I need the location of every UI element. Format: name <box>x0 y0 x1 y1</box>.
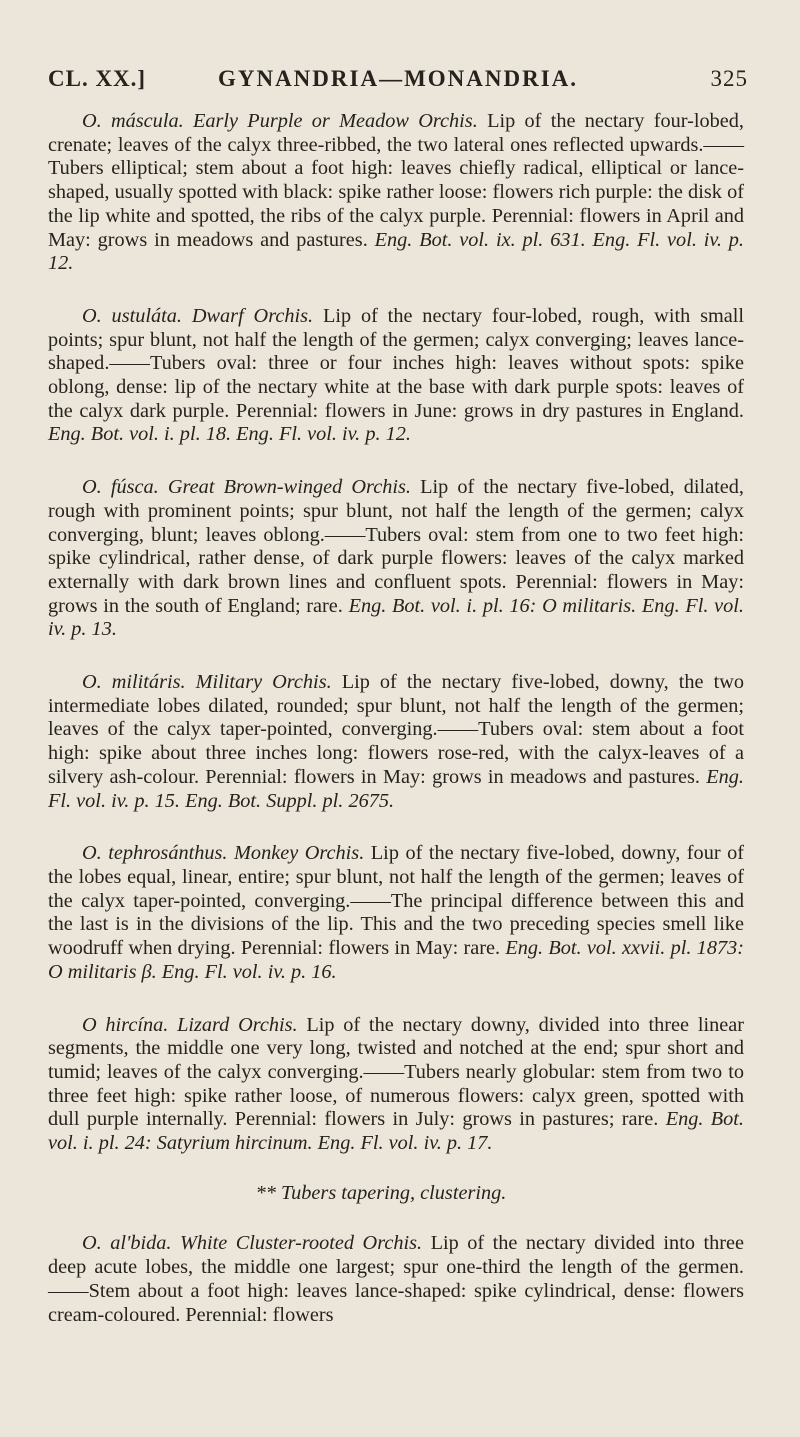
description: Lip of the nectary divided into three deep acute lobes, the middle one largest; spur one-third the length of the germen.——Stem about a foot high: leaves lance-shaped: spike cylindrical, dense: flowers cream-coloured. Perennial: flowers <box>48 1232 744 1326</box>
scientific-name: O. fúsca. <box>82 476 159 499</box>
english-name: Lizard Orchis. <box>177 1013 298 1036</box>
description: Lip of the nectary five-lobed, downy, the two intermediate lobes dilated, rounded; spur blunt, not half the length of the germen; leaves of the calyx taper-pointed, converging.——Tubers oval: stem about a foot high: spike about three inches long: flowers rose-red, with the calyx-leaves of a silvery ash-colour. Perennial: flowers in May: grows in meadows and pastures. <box>48 671 745 788</box>
reference: Eng. Bot. vol. i. pl. 18. <box>48 423 232 446</box>
reference: Eng. Fl. vol. iv. p. 12. <box>48 228 744 275</box>
english-name: Monkey Orchis. <box>234 842 365 865</box>
english-name: Great Brown-winged Orchis. <box>167 476 411 499</box>
reference: Eng. Fl. vol. iv. p. 16. <box>161 960 337 983</box>
scientific-name: O. máscula. <box>82 110 184 132</box>
english-name: Military Orchis. <box>195 671 332 694</box>
synonym: O militaris. <box>542 594 637 617</box>
scientific-name: O. tephrosánthus. <box>82 842 228 865</box>
reference: Eng. Fl. vol. iv. p. 15. <box>48 765 744 812</box>
species-entry-hircina <box>48 1014 744 1156</box>
synonym: O militaris β. <box>48 960 157 983</box>
reference: Eng. Bot. Suppl. pl. 2675. <box>185 789 395 812</box>
running-title: GYNANDRIA—MONANDRIA. <box>217 66 579 91</box>
body-text <box>48 110 744 1356</box>
scientific-name: O. ustuláta. <box>82 304 182 327</box>
species-entry-militaris <box>48 671 744 813</box>
description: Lip of the nectary four-lobed, crenate; leaves of the calyx three-ribbed, the two lateral ones reflected upwards.——Tubers elliptical; stem about a foot high: leaves chiefly radical, elliptical or lance-shaped, usually spotted with black: spike rather loose: flowers rich purple: the disk of the lip white and spotted, the ribs of the calyx purple. Perennial: flowers in April and May: grows in meadows and pastures. <box>48 110 744 251</box>
description: Lip of the nectary five-lobed, dilated, rough with prominent points; spur blunt, not half the length of the germen; calyx converging, blunt; leaves oblong.——Tubers oval: stem from one to two feet high: spike cylindrical, rather dense, of dark purple flowers: leaves of the calyx marked externally with dark brown lines and confluent spots. Perennial: flowers in May: grows in the south of England; rare. <box>48 476 744 617</box>
reference: Eng. Fl. vol. iv. p. 17. <box>317 1132 493 1155</box>
reference: Eng. Bot. vol. i. pl. 16: <box>348 594 537 617</box>
description: Lip of the nectary five-lobed, downy, four of the lobes equal, linear, entire; spur blunt, not half the length of the germen; leaves of the calyx taper-pointed, converging.——The principal difference between this and the last is in the divisions of the lip. This and the two preceding species smell like woodruff when drying. Perennial: flowers in May: rare. <box>48 842 745 960</box>
english-name: Early Purple or Meadow Orchis. <box>192 110 478 132</box>
species-entry-tephrosanthus <box>48 842 744 984</box>
species-entry-albida <box>48 1232 744 1327</box>
description: Lip of the nectary downy, divided into three linear segments, the middle one very long, twisted and notched at the end; spur short and tumid; leaves of the calyx converging.——Tubers nearly globular: stem from two to three feet high: spike rather loose, of numerous flowers: calyx green, spotted with dull purple internally. Perennial: flowers in July: grows in pastures; rare. <box>48 1013 744 1131</box>
reference: Eng. Fl. vol. iv. p. 12. <box>236 423 411 446</box>
species-entry-fusca <box>48 476 744 642</box>
synonym: Satyrium hircinum. <box>156 1132 313 1155</box>
scientific-name: O. al'bida. <box>82 1232 172 1255</box>
scientific-name: O hircína. <box>82 1013 169 1036</box>
reference: Eng. Fl. vol. iv. p. 13. <box>48 594 744 641</box>
english-name: White Cluster-rooted Orchis. <box>179 1232 423 1255</box>
scientific-name: O. militáris. <box>82 671 186 694</box>
chapter-reference: CL. XX.] <box>48 66 147 91</box>
species-entry-mascula <box>48 110 744 276</box>
english-name: Dwarf Orchis. <box>191 304 314 327</box>
reference: Eng. Bot. vol. i. pl. 24: <box>48 1108 744 1155</box>
running-head <box>48 66 748 98</box>
reference: Eng. Bot. vol. xxvii. pl. 1873: <box>505 937 744 960</box>
description: Lip of the nectary four-lobed, rough, with small points; spur blunt, not half the length of the germen; calyx converging; leaves lance-shaped.——Tubers oval: three or four inches high: leaves without spots: spike oblong, dense: lip of the nectary white at the base with dark purple spots: leaves of the calyx dark purple. Perennial: flowers in June: grows in dry pastures in England. <box>48 304 745 422</box>
page-number: 325 <box>710 66 748 91</box>
species-entry-ustulata <box>48 305 744 447</box>
section-heading: ** Tubers tapering, clustering. <box>255 1181 507 1204</box>
reference: Eng. Bot. vol. ix. pl. 631. <box>374 228 586 251</box>
